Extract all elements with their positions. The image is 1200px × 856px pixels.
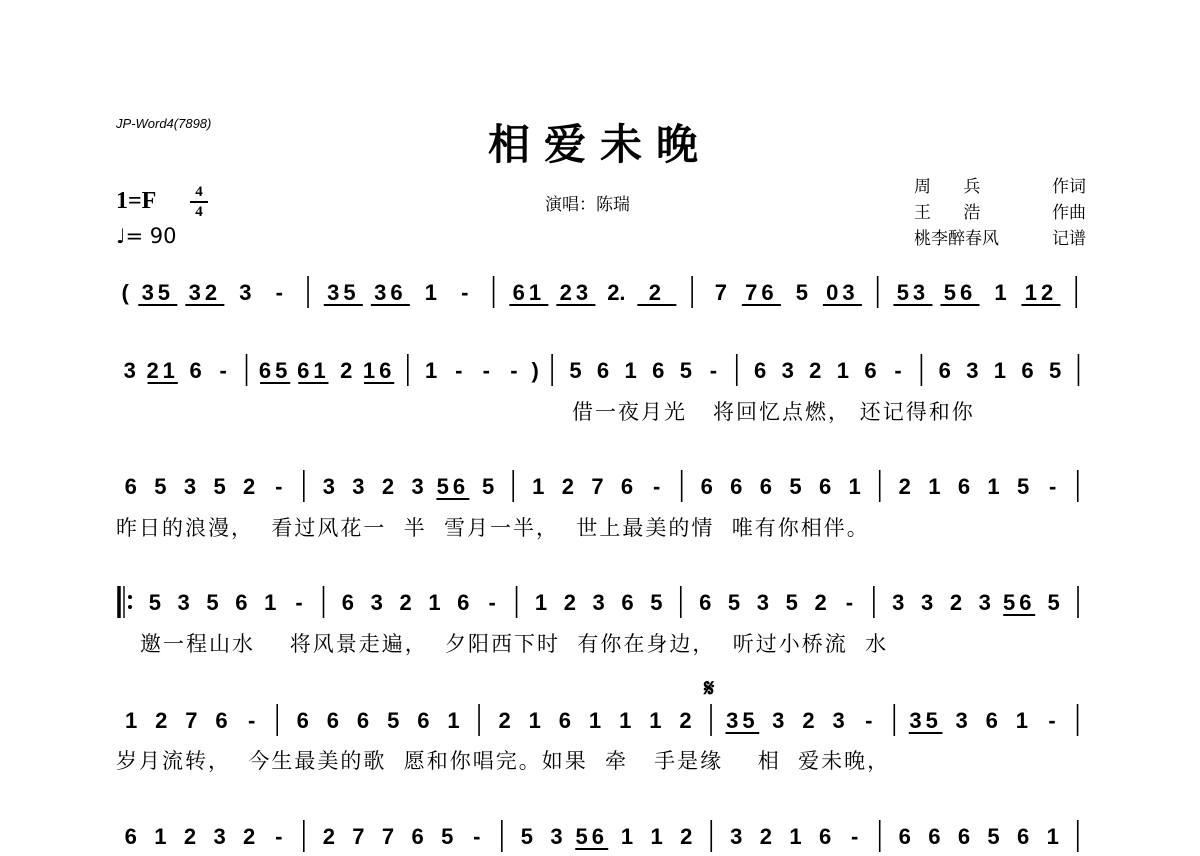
- score-row-6: [112, 816, 1092, 856]
- dash-extension: -: [488, 590, 496, 615]
- note: 32: [188, 280, 222, 305]
- note: 2: [809, 358, 822, 383]
- credit-name: 周 兵: [914, 177, 981, 197]
- note: 1: [264, 590, 277, 615]
- note: 6: [341, 590, 355, 615]
- note: 56: [575, 824, 608, 849]
- notation-row: [112, 466, 1092, 506]
- dash-extension: -: [219, 358, 227, 383]
- note: 6: [124, 824, 137, 849]
- note: 6: [189, 358, 202, 383]
- note: 35: [327, 280, 360, 305]
- note: 3: [123, 358, 136, 383]
- tempo-value: = 90: [125, 224, 177, 248]
- note: 7: [591, 474, 604, 499]
- note: 6: [818, 824, 832, 849]
- note: 3: [772, 708, 785, 733]
- dash-extension: -: [248, 708, 256, 733]
- note: 6: [124, 474, 137, 499]
- note: 56: [1002, 590, 1036, 615]
- note: 3: [781, 358, 794, 383]
- note: 5: [387, 708, 400, 733]
- note: 1: [994, 280, 1007, 305]
- lyric-line-1: 借一夜月光 将回忆点燃， 还记得和你: [572, 400, 975, 424]
- dash-extension: -: [275, 474, 283, 499]
- note: 1: [624, 358, 637, 383]
- note: 2: [340, 358, 353, 383]
- notation-row: [112, 272, 1092, 312]
- note: 2: [648, 280, 665, 305]
- note: 61: [512, 280, 546, 305]
- note: 65: [258, 358, 292, 383]
- note: 1: [447, 708, 460, 733]
- note: 35: [141, 280, 175, 305]
- credit-name: 王 浩: [914, 203, 981, 223]
- note: 56: [943, 280, 977, 305]
- lyric-line-3: 邀一程山水 将风景走遍， 夕阳西下时 有你在身边， 听过小桥流 水: [140, 632, 889, 656]
- note: 3: [177, 590, 190, 615]
- dash-extension: -: [709, 358, 718, 383]
- note: 5: [727, 590, 741, 615]
- note: 16: [362, 358, 396, 383]
- note: 6: [620, 474, 634, 499]
- key-signature: 1=F: [116, 188, 157, 214]
- note: 2: [381, 474, 395, 499]
- note: 2: [498, 708, 511, 733]
- quarter-note-icon: ♩: [116, 224, 126, 248]
- score-row-1: [112, 272, 1092, 312]
- note: 5: [482, 474, 495, 499]
- note: 3: [550, 824, 563, 849]
- note: 1: [124, 708, 138, 733]
- note: 5: [1048, 358, 1062, 383]
- notation-row: [112, 816, 1092, 856]
- note: 3: [411, 474, 424, 499]
- software-label: JP-Word4(7898): [116, 116, 212, 131]
- note: 36: [374, 280, 407, 305]
- note: 6: [215, 708, 228, 733]
- note: 3: [955, 708, 968, 733]
- tempo-marking: [116, 224, 176, 248]
- dash-extension: -: [473, 824, 481, 849]
- note: 6: [1016, 824, 1030, 849]
- note: 3: [832, 708, 845, 733]
- credit-lyricist: [914, 174, 1086, 200]
- dash-extension: -: [851, 824, 859, 849]
- note: 6: [652, 358, 665, 383]
- note: 6: [411, 824, 424, 849]
- note: 6: [417, 708, 430, 733]
- note: 6: [621, 590, 634, 615]
- note: 21: [146, 358, 179, 383]
- segno-icon: 𝄋: [704, 674, 715, 702]
- note: 3: [592, 590, 605, 615]
- dash-extension: -: [275, 824, 283, 849]
- notation-row: [112, 700, 1092, 740]
- note: 7: [714, 280, 728, 305]
- note: 3: [213, 824, 226, 849]
- note: 2: [814, 590, 827, 615]
- note: 1: [532, 474, 545, 499]
- time-signature: [190, 184, 208, 220]
- dash-extension: -: [455, 358, 463, 383]
- dash-extension: -: [865, 708, 873, 733]
- lyric-line-2: 昨日的浪漫， 看过风花一 半 雪月一半， 世上最美的情 唯有你相伴。: [116, 516, 870, 540]
- note: 2: [322, 824, 335, 849]
- credit-role: 记谱: [1052, 229, 1086, 249]
- credit-name: 桃李醉春风: [914, 229, 999, 249]
- note: 2: [155, 708, 168, 733]
- credit-transcriber: [914, 226, 1086, 252]
- note: 6: [928, 824, 941, 849]
- note: 56: [436, 474, 470, 499]
- note: 5: [441, 824, 454, 849]
- note: 7: [185, 708, 198, 733]
- note: 3: [730, 824, 743, 849]
- note: 1: [789, 824, 802, 849]
- note: 6: [753, 358, 767, 383]
- note: 1: [619, 708, 632, 733]
- note: 3: [978, 590, 991, 615]
- lyric-line-4: 岁月流转， 今生最美的歌 愿和你唱完。如果 牵 手是缘 相 爱未晚，: [116, 749, 891, 773]
- note: 6: [596, 358, 610, 383]
- note: 1: [534, 590, 548, 615]
- score-row-5: [112, 700, 1092, 740]
- note: 12: [1024, 280, 1058, 305]
- note: 3: [756, 590, 770, 615]
- note: 5: [679, 358, 692, 383]
- note: 6: [700, 474, 713, 499]
- note: 6: [356, 708, 370, 733]
- note: 5: [520, 824, 534, 849]
- note: 3: [966, 358, 979, 383]
- credit-role: 作曲: [1052, 203, 1086, 223]
- note: 5: [650, 590, 663, 615]
- bracket: (: [121, 280, 129, 305]
- note: 6: [898, 824, 911, 849]
- note: 1: [848, 474, 861, 499]
- note: 6: [699, 590, 712, 615]
- bracket: ): [531, 358, 539, 383]
- notation-row: [112, 582, 1092, 622]
- note: 6: [985, 708, 998, 733]
- note: 5: [785, 590, 798, 615]
- dash-extension: -: [1049, 474, 1057, 499]
- note: 5: [795, 280, 809, 305]
- time-bottom: 4: [195, 204, 203, 220]
- note: 76: [745, 280, 778, 305]
- note: 35: [909, 708, 942, 733]
- note: 1: [528, 708, 541, 733]
- note: 5: [206, 590, 219, 615]
- note: 5: [569, 358, 582, 383]
- note: 2: [679, 708, 692, 733]
- notation-row: [112, 350, 1092, 390]
- singer-label: 演唱：陈瑞: [545, 195, 630, 215]
- note: 6: [957, 824, 971, 849]
- note: 1: [987, 474, 1000, 499]
- time-divider: [190, 201, 208, 203]
- note: 3: [322, 474, 335, 499]
- credit-composer: [914, 200, 1086, 226]
- note: 2: [563, 590, 576, 615]
- note: 3: [239, 280, 252, 305]
- note: 5: [1047, 590, 1060, 615]
- note: 23: [559, 280, 593, 305]
- note: 1: [620, 824, 634, 849]
- dash-extension: -: [482, 358, 491, 383]
- note: 1: [836, 358, 850, 383]
- note: 5: [154, 474, 167, 499]
- dash-extension: -: [652, 474, 661, 499]
- repeat-start-icon: [119, 586, 132, 618]
- note: 2: [759, 824, 773, 849]
- note: 1: [928, 474, 941, 499]
- note: 6: [296, 708, 309, 733]
- credit-role: 作词: [1052, 177, 1086, 197]
- note: 2: [680, 824, 693, 849]
- note: 1: [993, 358, 1007, 383]
- note: 6: [957, 474, 971, 499]
- note: 2: [243, 474, 256, 499]
- dash-extension: -: [295, 590, 303, 615]
- dash-extension: -: [845, 590, 854, 615]
- score-row-2: [112, 350, 1092, 390]
- note: 2: [949, 590, 963, 615]
- note: 5: [789, 474, 802, 499]
- credits: [914, 174, 1086, 252]
- note: 1: [1015, 708, 1029, 733]
- note: 6: [326, 708, 340, 733]
- note: 6: [457, 590, 470, 615]
- dash-extension: -: [1048, 708, 1056, 733]
- note: 6: [864, 358, 877, 383]
- note: 5: [987, 824, 1000, 849]
- dash-extension: -: [510, 358, 518, 383]
- note: 03: [826, 280, 859, 305]
- note: 3: [920, 590, 934, 615]
- note: 3: [352, 474, 365, 499]
- note: 6: [558, 708, 572, 733]
- note: 2.: [607, 280, 626, 305]
- score-row-3: [112, 466, 1092, 506]
- note: 2: [802, 708, 815, 733]
- dash-extension: -: [461, 280, 469, 305]
- note: 1: [649, 708, 662, 733]
- note: 6: [938, 358, 951, 383]
- note: 6: [235, 590, 248, 615]
- note: 1: [1046, 824, 1059, 849]
- dash-extension: -: [894, 358, 902, 383]
- note: 1: [154, 824, 167, 849]
- note: 3: [892, 590, 905, 615]
- note: 5: [1016, 474, 1030, 499]
- note: 2: [561, 474, 574, 499]
- note: 6: [818, 474, 832, 499]
- note: 1: [424, 280, 437, 305]
- note: 53: [896, 280, 930, 305]
- note: 1: [425, 358, 438, 383]
- note: 61: [297, 358, 330, 383]
- dash-extension: -: [275, 280, 283, 305]
- note: 35: [726, 708, 759, 733]
- note: 1: [428, 590, 441, 615]
- time-top: 4: [195, 184, 203, 200]
- note: 2: [243, 824, 256, 849]
- note: 7: [352, 824, 365, 849]
- note: 6: [730, 474, 743, 499]
- note: 1: [588, 708, 602, 733]
- score-row-4: [112, 582, 1092, 622]
- note: 3: [370, 590, 383, 615]
- note: 1: [650, 824, 663, 849]
- note: 5: [148, 590, 161, 615]
- note: 5: [213, 474, 226, 499]
- note: 3: [183, 474, 197, 499]
- note: 6: [759, 474, 773, 499]
- note: 6: [1021, 358, 1034, 383]
- note: 2: [898, 474, 911, 499]
- note: 7: [381, 824, 395, 849]
- note: 2: [399, 590, 412, 615]
- note: 2: [183, 824, 197, 849]
- song-title: 相爱未晚: [487, 120, 712, 169]
